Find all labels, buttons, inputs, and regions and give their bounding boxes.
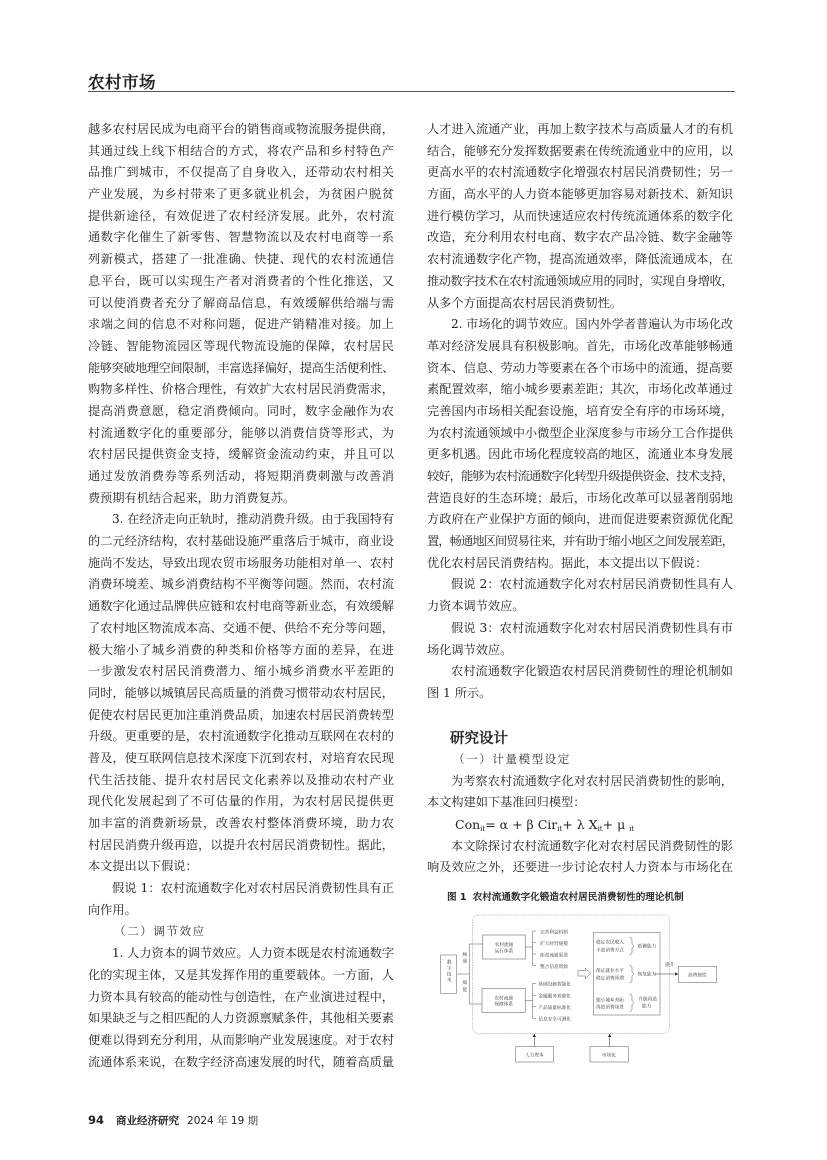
text-line: 本文提出以下假说： <box>88 859 198 874</box>
text-line: 可以使消费者充分了解商品信息，有效缓解供给端与需 <box>88 295 394 310</box>
outcome-cause: 保证就业水平 <box>596 969 624 974</box>
formula-term: + λ X <box>562 817 598 833</box>
text-line: 优化农村居民消费结构。据此，本文提出以下假说： <box>427 555 708 570</box>
system-label: 运行体系 <box>494 949 514 955</box>
text-line: 1. 人力资本的调节效应。人力资本既是农村流通数字 <box>112 946 394 961</box>
text-line: 通过发放消费券等系列活动，将短期消费刺激与改善消 <box>88 469 394 483</box>
text-line: 较好，能够为农村流通数字化转型升级提供资金、技术支持， <box>427 469 733 483</box>
text-line: 通数字化催生了新零售、智慧物流以及农村电商等一系 <box>88 230 394 245</box>
text-line: 力资本调节效应。 <box>427 599 525 614</box>
formula-term: = α + β Cir <box>485 817 558 833</box>
text-line: 为考察农村流通数字化对农村居民消费韧性的影响， <box>451 773 733 788</box>
text-line: 现代化发展起到了不可估量的作用，为农村居民提供更 <box>88 794 394 809</box>
result-label: 消费韧性 <box>688 973 707 979</box>
outcome-cause: 稳定农民收入 <box>596 940 624 946</box>
text-line: 列新模式，搭建了一批准确、快捷、现代的农村流通信 <box>88 252 394 267</box>
text-line: 响及效应之外，还要进一步讨论农村人力资本与市场化在 <box>427 860 733 875</box>
subsection-heading: （一）计量模型设定 <box>453 752 571 766</box>
text-line: 提高消费意愿，稳定消费倾向。同时，数字金融作为农 <box>88 403 394 418</box>
text-line: 同时，能够以城镇居民高质量的消费习惯带动农村居民， <box>88 685 394 700</box>
text-line: 从多个方面提高农村居民消费韧性。 <box>427 295 622 310</box>
text-line: 产业发展，为乡村带来了更多就业机会，为贫困户脱贫 <box>88 187 394 202</box>
text-line: 品推广到城市，不仅提高了自身收入，还带动农村相关 <box>88 165 394 180</box>
page-number: 94 <box>88 1113 105 1127</box>
system-item: 整合信息资源 <box>540 965 568 970</box>
text-line: 了农村地区物流成本高、交通不便、供给不充分等问题， <box>88 620 394 635</box>
moderator-label: 市场化 <box>602 1053 616 1059</box>
text-line: 费预期有机结合起来，助力消费复苏。 <box>88 490 296 505</box>
left-column <box>88 119 394 1073</box>
text-line: 向作用。 <box>88 902 137 917</box>
figure-title: 农村流通数字化锻造农村居民消费韧性的理论机制 <box>472 892 684 903</box>
formula-subscript: it <box>480 825 486 834</box>
text-line: 如果缺乏与之相匹配的人力资源禀赋条件，其他相关要素 <box>88 1011 394 1026</box>
system-item: 金融服务普惠化 <box>538 994 571 1000</box>
text-line: 加丰富的消费新场景，改善农村整体消费环境，助力农 <box>88 816 394 830</box>
mechanism-diagram <box>420 900 750 1080</box>
text-line: 结合，能够充分发挥数据要素在传统流通业中的应用，以 <box>427 143 733 158</box>
right-column <box>427 119 733 705</box>
text-line: 促使农村居民更加注重消费品质，加速农村居民消费转型 <box>88 707 394 722</box>
input-label: 数字技术 <box>446 959 452 984</box>
system-item: 拓宽流通渠道 <box>540 953 568 959</box>
formula-term: + μ <box>602 817 630 833</box>
text-line: 购物多样性、价格合理性，有效扩大农村居民消费需求， <box>88 382 394 397</box>
formula-subscript: it <box>629 825 635 834</box>
text-line: 其通过线上线下相结合的方式，将农产品和乡村特色产 <box>88 143 394 158</box>
text-line: 假说 3：农村流通数字化对农村居民消费韧性具有市 <box>451 620 733 635</box>
formula-subscript: it <box>597 825 603 834</box>
text-line: 本文除探讨农村流通数字化对农村居民消费韧性的影 <box>451 838 733 853</box>
subsection-heading: （二）调节效应 <box>114 924 206 939</box>
text-line: 人才进入流通产业，再加上数字技术与高质量人才的有机 <box>427 122 733 136</box>
text-line: 推动数字技术在农村流通领域应用的同时，实现自身增收， <box>427 273 733 288</box>
research-design-section <box>427 730 733 879</box>
channel-label: 畅通 <box>461 951 467 965</box>
outcome-ability: 恢复能力 <box>637 972 657 978</box>
text-line: 本文构建如下基准回归模型： <box>427 795 586 810</box>
system-item: 产品质量标准化 <box>538 1006 571 1011</box>
text-line: 场化调节效应。 <box>427 642 513 657</box>
formula-term: Con <box>455 817 481 833</box>
text-line: 升级。更重要的是，农村流通数字化推动互联网在农村的 <box>88 729 394 744</box>
text-line: 冷链、智能物流园区等现代物流设施的保障，农村居民 <box>88 338 394 353</box>
item-bracket <box>525 983 536 1018</box>
header-rule <box>88 91 735 92</box>
outcome-cause: 再造消费场景 <box>596 1005 624 1011</box>
outcome-ability: 抵御能力 <box>637 944 657 950</box>
text-line: 图 1 所示。 <box>427 685 492 700</box>
text-line: 更高水平的农村流通数字化增强农村居民消费韧性；另一 <box>427 165 733 180</box>
text-line: 3. 在经济走向正轨时，推动消费升级。由于我国特有 <box>112 512 394 527</box>
text-line: 力资本具有较高的能动性与创造性，在产业演进过程中， <box>88 989 394 1004</box>
text-line: 代生活技能、提升农村居民文化素养以及推动农村产业 <box>88 772 394 787</box>
system-item: 扩大经营规模 <box>540 942 568 947</box>
system-label: 农村流通 <box>494 943 514 948</box>
text-line: 为农村流通领域中小微型企业深度参与市场分工合作提供 <box>427 425 733 440</box>
figure-number: 图 1 <box>447 892 467 903</box>
text-line: 通数字化通过品牌供应链和农村电商等新业态，有效缓解 <box>88 599 394 614</box>
text-line: 村居民消费升级再造，以提升农村居民消费韧性。据此， <box>88 837 394 852</box>
system-item: 信息安全可测化 <box>538 1017 571 1023</box>
issue-label: 2024 年 19 期 <box>187 1115 259 1127</box>
text-line: 营造良好的生态环境；最后，市场化改革可以显著削弱地 <box>427 490 733 505</box>
text-line: 越多农村居民成为电商平台的销售商或物流服务提供商， <box>88 122 394 136</box>
outcome-cause: 缩小城乡差距 <box>596 998 624 1004</box>
text-line: 提供新途径，有效促进了农村经济发展。此外，农村流 <box>88 208 394 223</box>
text-line: 2. 市场化的调节效应。国内外学者普遍认为市场化改 <box>451 317 733 332</box>
system-label: 保障体系 <box>494 1002 513 1008</box>
text-line: 假说 2：农村流通数字化对农村居民消费韧性具有人 <box>451 577 733 592</box>
text-line: 的二元经济结构，农村基础设施严重落后于城市，商业设 <box>88 534 394 549</box>
text-line: 假说 1：农村流通数字化对农村居民消费韧性具有正 <box>112 881 394 896</box>
text-line: 施尚不发达，导致出现农贸市场服务功能相对单一、农村 <box>88 555 394 570</box>
section-title: 农村市场 <box>88 73 156 92</box>
text-line: 进行模仿学习，从而快速适应农村传统流通体系的数字化 <box>427 208 733 223</box>
text-line: 化的实现主体，又是其发挥作用的重要载体。一方面，人 <box>88 967 394 982</box>
hollow-arrow-icon <box>578 968 591 979</box>
section-heading: 研究设计 <box>450 731 508 747</box>
outcome-cause: 丰富消费方式 <box>596 948 624 954</box>
text-line: 极大缩小了城乡消费的种类和价格等方面的差异，在进 <box>88 642 394 657</box>
page-footer <box>88 1113 258 1128</box>
text-line: 资本、信息、劳动力等要素在各个市场中的流通，提高要 <box>427 360 733 375</box>
text-line: 农村居民提供资金支持，缓解资金流动约束，并且可以 <box>88 447 394 462</box>
text-line: 息平台，既可以实现生产者对消费者的个性化推送，又 <box>88 273 394 288</box>
text-line: 流通体系来说，在数字经济高速发展的时代，随着高质量 <box>88 1054 394 1069</box>
text-line: 村流通数字化的重要部分，能够以消费信贷等形式，为 <box>88 425 394 440</box>
arrow-label: 提升 <box>665 963 675 968</box>
channel-label: 赋能 <box>461 980 467 994</box>
text-line: 更多机遇。因此市场化程度较高的地区，流通业本身发展 <box>427 447 733 462</box>
formula-subscript: it <box>557 825 563 834</box>
text-line: 农村流通数字化锻造农村居民消费韧性的理论机制如 <box>451 664 733 679</box>
text-line: 革对经济发展具有积极影响。首先，市场化改革能够畅通 <box>427 338 733 353</box>
system-item: 完善利益机制 <box>540 930 568 936</box>
item-bracket <box>525 931 536 966</box>
text-line: 置，畅通地区间贸易往来，并有助于缩小地区之间发展差距， <box>427 534 733 549</box>
text-line: 素配置效率，缩小城乡要素差距；其次，市场化改革通过 <box>427 382 733 397</box>
outcome-ability: 能力 <box>642 1004 652 1010</box>
text-line: 农村流通数字化产物，提高流通效率，降低流通成本，在 <box>427 252 733 267</box>
text-line: 能够突破地理空间限制，丰富选择偏好，提高生活便利性、 <box>88 360 394 375</box>
text-line: 一步激发农村居民消费潜力、缩小城乡消费水平差距的 <box>88 664 394 679</box>
text-line: 方面，高水平的人力资本能够更加容易对新技术、新知识 <box>427 187 733 202</box>
outcome-ability: 升级再造 <box>638 997 657 1003</box>
text-line: 消费环境差、城乡消费结构不平衡等问题。然而，农村流 <box>88 577 394 592</box>
journal-name: 商业经济研究 <box>116 1115 180 1127</box>
regression-formula <box>427 814 733 836</box>
text-line: 求端之间的信息不对称问题，促进产销精准对接。加上 <box>88 317 394 332</box>
outcome-cause: 稳定消费预期 <box>596 976 624 982</box>
text-line: 完善国内市场相关配套设施，培育安全有序的市场环境， <box>427 403 733 418</box>
text-line: 方政府在产业保护方面的倾向，进而促进要素资源优化配 <box>427 512 733 527</box>
text-line: 普及，使互联网信息技术深度下沉到农村，对培育农民现 <box>88 750 394 765</box>
system-item: 基础设施智能化 <box>538 982 571 988</box>
system-label: 农村流通 <box>494 996 513 1002</box>
text-line: 便难以得到充分利用，从而影响产业发展速度。对于农村 <box>88 1032 394 1047</box>
moderator-label: 人力资本 <box>525 1053 544 1059</box>
text-line: 改造，充分利用农村电商、数字农产品冷链、数字金融等 <box>427 230 733 245</box>
connector <box>457 944 483 1004</box>
